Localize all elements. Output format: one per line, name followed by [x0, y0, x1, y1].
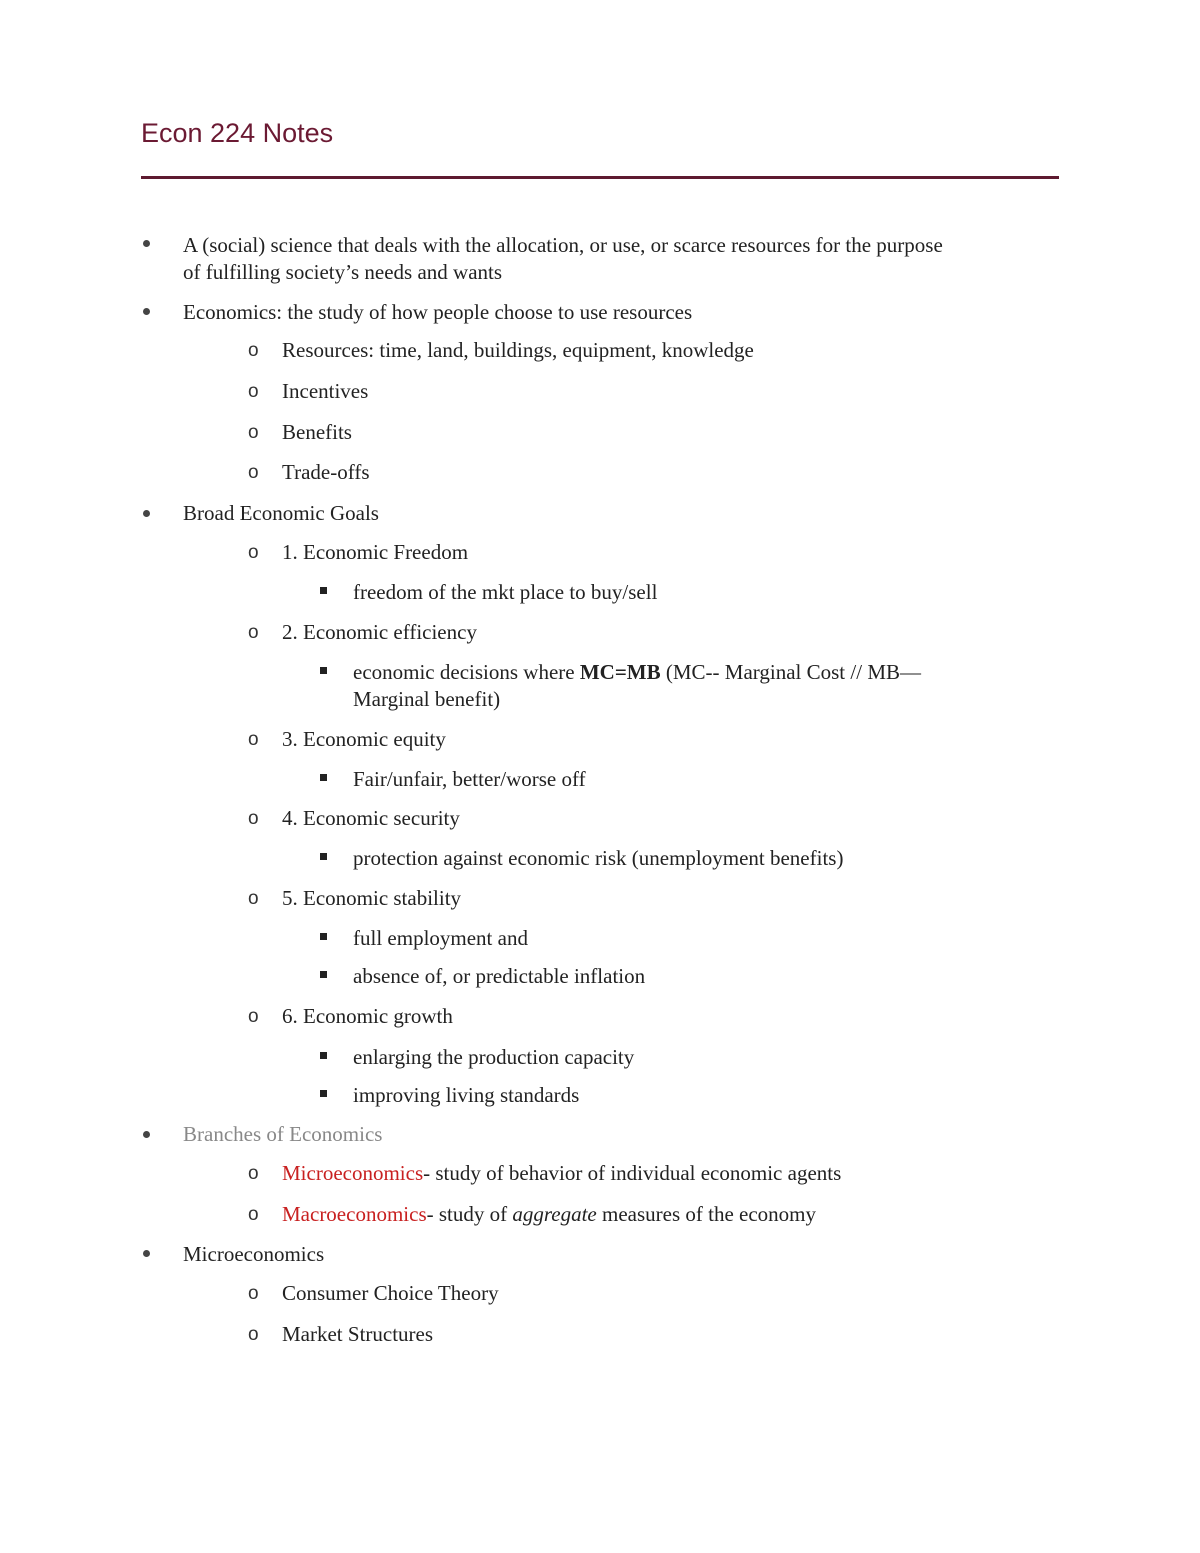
bullet-circle: o [248, 1204, 259, 1225]
bullet-square [320, 667, 327, 674]
bold-term: MC=MB [579, 660, 661, 684]
bullet-circle: o [248, 381, 259, 402]
bullet-square [320, 587, 327, 594]
term-highlight: Macroeconomics [282, 1202, 427, 1226]
list-item: enlarging the production capacity [353, 1045, 635, 1069]
bullet-dot [143, 1250, 150, 1257]
list-item: 5. Economic stability [282, 886, 462, 910]
bullet-square [320, 971, 327, 978]
bullet-circle: o [248, 622, 259, 643]
list-item: Incentives [282, 379, 369, 403]
definition-text: measures of the economy [596, 1202, 817, 1226]
bullet-circle: o [248, 1283, 259, 1304]
list-item: Consumer Choice Theory [282, 1281, 499, 1305]
definition-text: - study of [426, 1202, 513, 1226]
bullet-square [320, 1090, 327, 1097]
bullet-circle: o [248, 729, 259, 750]
text-run: (MC-- Marginal Cost // MB— [660, 660, 921, 684]
bullet-circle: o [248, 808, 259, 829]
page-title: Econ 224 Notes [141, 118, 334, 148]
list-item: 2. Economic efficiency [282, 620, 477, 644]
bullet-circle: o [248, 1006, 259, 1027]
list-item: protection against economic risk (unemployment benefits) [353, 846, 844, 870]
list-item: Broad Economic Goals [183, 501, 379, 525]
list-item: freedom of the mkt place to buy/sell [353, 580, 658, 604]
list-item: 6. Economic growth [282, 1004, 453, 1028]
bullet-circle: o [248, 340, 259, 361]
list-item: 3. Economic equity [282, 727, 446, 751]
list-item: Trade-offs [282, 460, 370, 484]
list-item: Economics: the study of how people choose to use resources [183, 300, 693, 324]
bullet-square [320, 853, 327, 860]
term-highlight: Microeconomics [282, 1161, 424, 1185]
italic-term: aggregate [512, 1202, 597, 1226]
bullet-square [320, 933, 327, 940]
bullet-dot [143, 308, 150, 315]
bullet-dot [143, 240, 150, 247]
list-item: Branches of Economics [183, 1122, 383, 1146]
bullet-square [320, 1052, 327, 1059]
text-run: economic decisions where [353, 660, 580, 684]
list-item: Market Structures [282, 1322, 434, 1346]
bullet-dot [143, 1131, 150, 1138]
bullet-square [320, 774, 327, 781]
list-item [353, 659, 921, 686]
list-item: Fair/unfair, better/worse off [353, 767, 586, 791]
list-item-continuation: Marginal benefit) [353, 687, 501, 711]
list-item: 1. Economic Freedom [282, 540, 469, 564]
bullet-circle: o [248, 888, 259, 909]
list-item [282, 1201, 816, 1228]
list-item-continuation: of fulfilling society’s needs and wants [183, 260, 503, 284]
list-item: absence of, or predictable inflation [353, 964, 646, 988]
bullet-circle: o [248, 1324, 259, 1345]
bullet-circle: o [248, 422, 259, 443]
list-item: improving living standards [353, 1083, 580, 1107]
bullet-dot [143, 510, 150, 517]
list-item [282, 1160, 841, 1187]
list-item: A (social) science that deals with the allocation, or use, or scarce resources for the purpose [183, 233, 943, 257]
list-item: 4. Economic security [282, 806, 460, 830]
list-item: full employment and [353, 926, 528, 950]
list-item: Resources: time, land, buildings, equipment, knowledge [282, 338, 754, 362]
title-rule [141, 176, 1059, 179]
definition-text: - study of behavior of individual economic agents [423, 1161, 842, 1185]
bullet-circle: o [248, 542, 259, 563]
bullet-circle: o [248, 1163, 259, 1184]
list-item: Microeconomics [183, 1242, 325, 1266]
list-item: Benefits [282, 420, 352, 444]
bullet-circle: o [248, 462, 259, 483]
